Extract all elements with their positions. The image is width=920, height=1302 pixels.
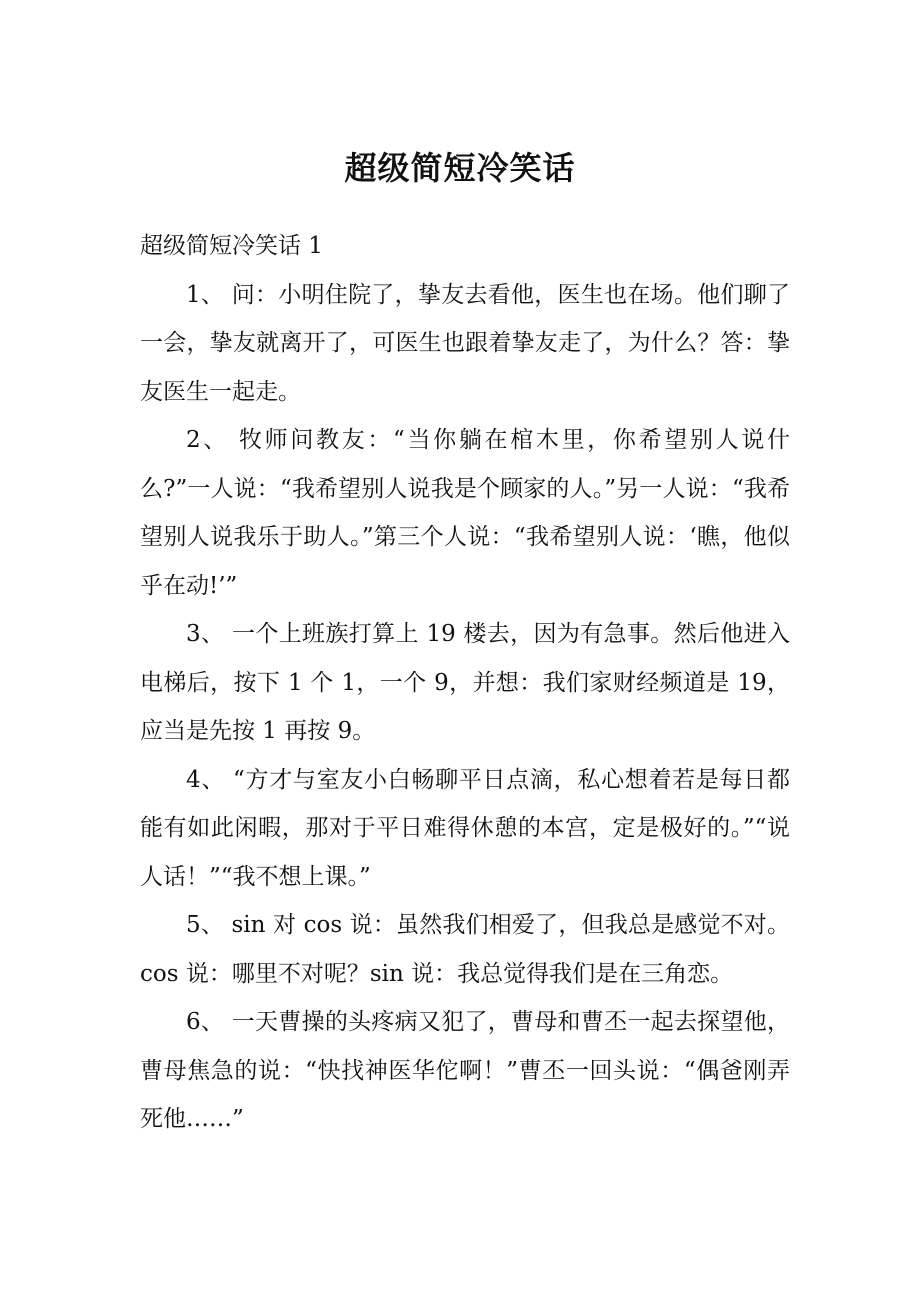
joke-paragraph-5: 5、 sin 对 cos 说：虽然我们相爱了，但我总是感觉不对。cos 说：哪里不对呢？sin 说：我总觉得我们是在三角恋。 <box>140 912 790 987</box>
joke-paragraph-6: 6、 一天曹操的头疼病又犯了，曹母和曹丕一起去探望他，曹母焦急的说：“快找神医华佗啊！”曹丕一回头说：“偶爸刚弄死他……” <box>140 1009 790 1132</box>
section-heading: 超级简短冷笑话 1 <box>140 233 323 259</box>
joke-paragraph-1: 1、 问：小明住院了，挚友去看他，医生也在场。他们聊了一会，挚友就离开了，可医生也跟着挚友走了，为什么？答：挚友医生一起走。 <box>140 281 790 405</box>
document-body <box>140 222 790 1144</box>
joke-paragraph-3: 3、 一个上班族打算上 19 楼去，因为有急事。然后他进入电梯后，按下 1 个 1，一个 9，并想：我们家财经频道是 19，应当是先按 1 再按 9。 <box>140 621 790 744</box>
document-title: 超级简短冷笑话 <box>344 149 576 187</box>
joke-paragraph-4: 4、 “方才与室友小白畅聊平日点滴，私心想着若是每日都能有如此闲暇，那对于平日难得休憩的本宫，定是极好的。”“说人话！”“我不想上课。” <box>140 766 790 890</box>
joke-paragraph-2: 2、 牧师问教友：“当你躺在棺木里，你希望别人说什么?”一人说：“我希望别人说我是个顾家的人。”另一人说：“我希望别人说我乐于助人。”第三个人说：“我希望别人说：‘瞧，他似乎在动!’” <box>140 427 790 599</box>
